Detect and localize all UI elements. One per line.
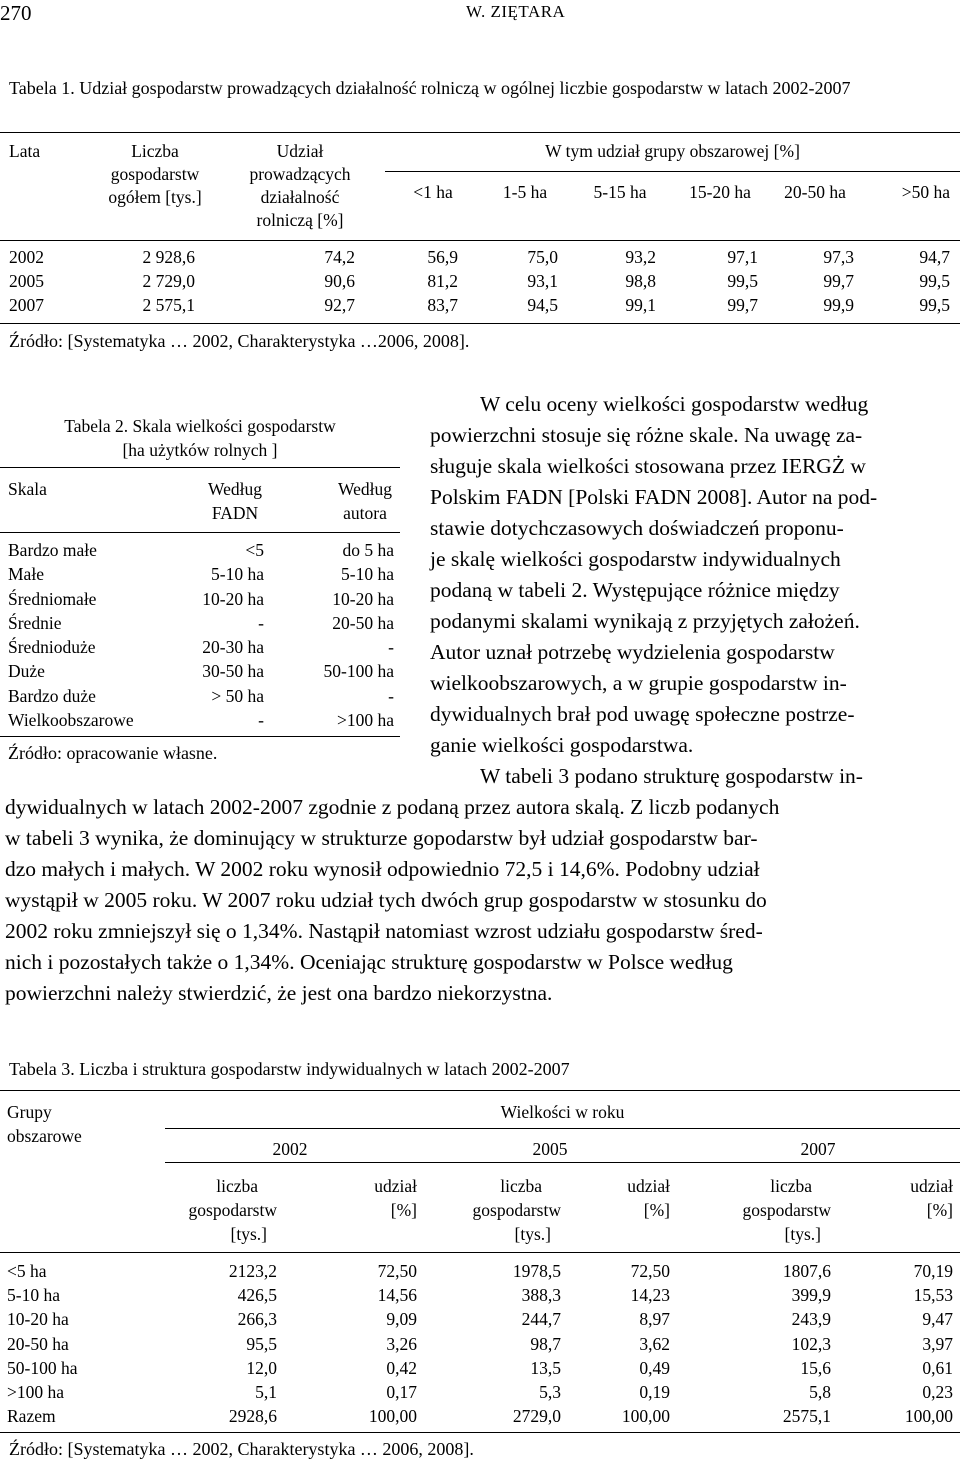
t3-year-2002: 2002 bbox=[272, 1139, 308, 1159]
t1-row1-udzial: 74,2 bbox=[324, 247, 355, 267]
t3-sub-udzial-2007: udział [%] bbox=[910, 1176, 953, 1221]
t3-year-rule bbox=[165, 1162, 960, 1163]
t3-row: 5-10 ha 426,5 14,56 388,3 14,23 399,9 15,53 bbox=[7, 1285, 953, 1306]
table1-source: Źródło: [Systematyka … 2002, Charakterystyka …2006, 2008]. bbox=[9, 331, 470, 351]
t3-sub-udzial-2005: udział [%] bbox=[627, 1176, 670, 1221]
t3-sub-udzial-2002: udział [%] bbox=[374, 1176, 417, 1221]
t1-row2-v5: 99,7 bbox=[823, 271, 854, 291]
t1-row1-year: 2002 bbox=[9, 247, 44, 267]
t3-row: >100 ha 5,1 0,17 5,3 0,19 5,8 0,23 bbox=[7, 1381, 953, 1402]
t1-row3-v5: 99,9 bbox=[823, 295, 854, 315]
t2-row: Średnioduże 20-30 ha - bbox=[8, 637, 394, 658]
table3-source: Źródło: [Systematyka … 2002, Charakterystyka … 2006, 2008]. bbox=[9, 1439, 474, 1459]
table3-caption: Tabela 3. Liczba i struktura gospodarstw indywidualnych w latach 2002-2007 bbox=[9, 1059, 570, 1079]
t2-row: Bardzo duże > 50 ha - bbox=[8, 685, 394, 706]
t3-group-rule bbox=[165, 1128, 960, 1129]
t2-row: Wielkoobszarowe - >100 ha bbox=[8, 710, 394, 731]
table2-source: Źródło: opracowanie własne. bbox=[8, 743, 218, 763]
t1-row3-v4: 99,7 bbox=[727, 295, 758, 315]
t1-row3-v2: 94,5 bbox=[527, 295, 558, 315]
t1-row2-v6: 99,5 bbox=[919, 271, 950, 291]
t1-row3-liczba: 2 575,1 bbox=[142, 295, 195, 315]
t2-row: Średnie - 20-50 ha bbox=[8, 612, 394, 633]
t1-row3-year: 2007 bbox=[9, 295, 44, 315]
t3-row: <5 ha 2123,2 72,50 1978,5 72,50 1807,6 70,19 bbox=[7, 1261, 953, 1281]
t2-row: Średniomałe 10-20 ha 10-20 ha bbox=[8, 588, 394, 609]
t1-header-udzial: Udział prowadzących działalność rolniczą [%] bbox=[249, 141, 351, 230]
t3-body bbox=[0, 1259, 960, 1428]
t3-row: 50-100 ha 12,0 0,42 13,5 0,49 15,6 0,61 bbox=[7, 1357, 953, 1378]
t1-row3-v3: 99,1 bbox=[625, 295, 656, 315]
t1-row1-liczba: 2 928,6 bbox=[142, 247, 195, 267]
t3-sub-liczba-2002: liczba gospodarstw [tys.] bbox=[188, 1176, 277, 1245]
t1-header-liczba: Liczba gospodarstw ogółem [tys.] bbox=[108, 141, 202, 207]
t3-header-grupy: Grupy obszarowe bbox=[7, 1102, 82, 1147]
table2-caption: Tabela 2. Skala wielkości gospodarstw [ha użytków rolnych ] bbox=[64, 416, 336, 461]
t3-row: 20-50 ha 95,5 3,26 98,7 3,62 102,3 3,97 bbox=[7, 1333, 953, 1354]
page-number: 270 bbox=[0, 1, 32, 25]
t3-year-2007: 2007 bbox=[800, 1139, 836, 1159]
t1-row2-v3: 98,8 bbox=[625, 271, 656, 291]
t3-bottom-rule bbox=[0, 1432, 960, 1433]
t1-row1-v6: 94,7 bbox=[919, 247, 950, 267]
t1-row3-v1: 83,7 bbox=[427, 295, 458, 315]
table1-caption: Tabela 1. Udział gospodarstw prowadzących działalność rolniczą w ogólnej liczbie gospodarstw w latach 2002-2007 bbox=[9, 78, 851, 98]
t1-sub-4: 15-20 ha bbox=[689, 182, 751, 202]
t2-header-skala: Skala bbox=[8, 479, 47, 499]
t1-row2-v1: 81,2 bbox=[427, 271, 458, 291]
t3-row: Razem 2928,6 100,00 2729,0 100,00 2575,1 100,00 bbox=[7, 1406, 953, 1427]
t1-header-lata: Lata bbox=[9, 141, 41, 161]
t2-row: Małe 5-10 ha 5-10 ha bbox=[8, 564, 394, 585]
paragraph-2: dywidualnych w latach 2002-2007 zgodnie z podaną przez autora skalą. Z liczb podanych w tabeli 3 wynika, że dominujący w strukturze gopodarstw był udział gospodarstw bar- dzo małych i małych. W 2002 roku wynosił odpowiednio 72,5 i 14,6%. Podobny udział wystąpił w 2005 roku. W 2007 roku udział tych dwóch grup gospodarstw w stosunku do 2002 roku zmniejszył się o 1,34%. Nastąpił natomiast wzrost udziału gospodarstw śred- nich i pozostałych także o 1,34%. Oceniając strukturę gospodarstw w Polsce według powierzchni należy stwierdzić, że jest ona bardzo niekorzystna. bbox=[5, 795, 780, 1005]
t1-row1-v4: 97,1 bbox=[727, 247, 758, 267]
t1-row3-v6: 99,5 bbox=[919, 295, 950, 315]
t3-sub-liczba-2005: liczba gospodarstw [tys.] bbox=[472, 1176, 561, 1245]
t1-sub-6: >50 ha bbox=[901, 182, 950, 202]
t1-sub-1: <1 ha bbox=[413, 182, 453, 202]
t1-header-group: W tym udział grupy obszarowej [%] bbox=[545, 141, 800, 161]
t3-header-rule bbox=[0, 1252, 960, 1253]
t1-row2-year: 2005 bbox=[9, 271, 44, 291]
t1-row1-v5: 97,3 bbox=[823, 247, 854, 267]
t1-sub-3: 5-15 ha bbox=[593, 182, 647, 202]
t2-row: Bardzo małe <5 do 5 ha bbox=[8, 540, 394, 560]
t3-row: 10-20 ha 266,3 9,09 244,7 8,97 243,9 9,47 bbox=[7, 1309, 953, 1330]
t2-row: Duże 30-50 ha 50-100 ha bbox=[8, 661, 394, 682]
t1-row1-v1: 56,9 bbox=[427, 247, 458, 267]
t1-row2-v2: 93,1 bbox=[527, 271, 558, 291]
t3-sub-liczba-2007: liczba gospodarstw [tys.] bbox=[742, 1176, 831, 1245]
t3-header-wielkosci: Wielkości w roku bbox=[500, 1102, 625, 1122]
t1-row2-liczba: 2 729,0 bbox=[142, 271, 195, 291]
t2-header-fadn: Według FADN bbox=[208, 479, 262, 524]
paragraph-1: W celu oceny wielkości gospodarstw według powierzchni stosuje się różne skale. Na uwagę za- sługuje skala wielkości stosowana przez IERGŻ w Polskim FADN [Polski FADN 2008]. Autor na pod- stawie dotychczasowych doświadczeń proponu- je skalę wielkości gospodarstw indywidualnych podaną w tabeli 2. Występujące różnice między podanymi skalami wynikają z przyjętych założeń. Autor uznał potrzebę wydzielenia gospodarstw wielkoobszarowych, a w grupie gospodarstw in- dywidualnych brał pod uwagę społeczne postrze- ganie wielkości gospodarstwa. W tabeli 3 podano strukturę gospodarstw in- bbox=[430, 392, 878, 788]
t3-year-2005: 2005 bbox=[532, 1139, 568, 1159]
t1-row1-v2: 75,0 bbox=[527, 247, 558, 267]
t1-sub-5: 20-50 ha bbox=[784, 182, 846, 202]
t1-row1-v3: 93,2 bbox=[625, 247, 656, 267]
running-title: W. ZIĘTARA bbox=[466, 2, 566, 21]
t1-row3-udzial: 92,7 bbox=[324, 295, 355, 315]
t1-sub-2: 1-5 ha bbox=[502, 182, 548, 202]
t1-row2-v4: 99,5 bbox=[727, 271, 758, 291]
t2-header-autora: Według autora bbox=[338, 479, 392, 524]
t1-row2-udzial: 90,6 bbox=[324, 271, 355, 291]
